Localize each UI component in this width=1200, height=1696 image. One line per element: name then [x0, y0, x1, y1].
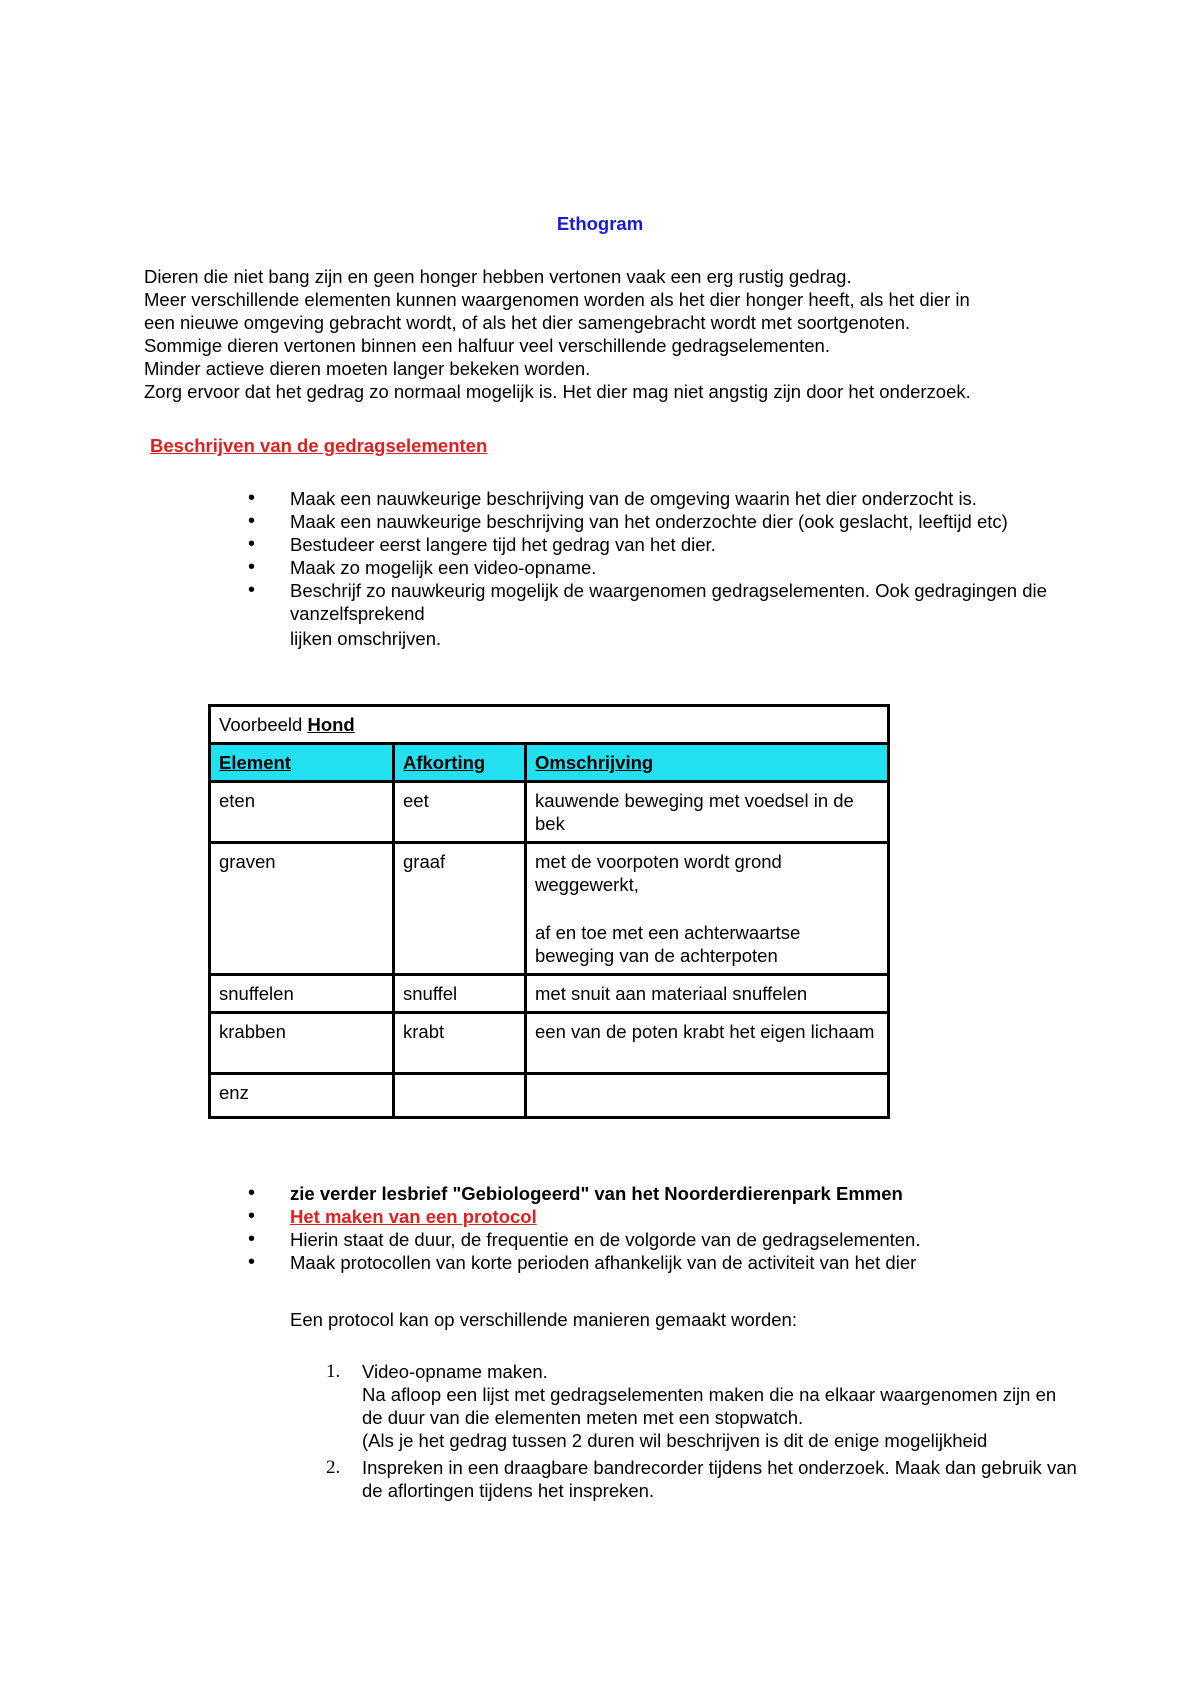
table-row	[210, 843, 889, 975]
protocol-intro: Een protocol kan op verschillende manieren gemaakt worden:	[290, 1309, 797, 1330]
numbered-list	[290, 1360, 1080, 1506]
table-cell	[526, 1074, 889, 1118]
page-title: Ethogram	[556, 213, 644, 234]
list-item	[248, 1205, 1048, 1228]
bullet-icon: •	[248, 510, 256, 532]
list-item: • Beschrijf zo nauwkeurig mogelijk de waargenomen gedragselementen. Ook gedragingen die vanzelfsprekend lijken omschrijven.	[248, 579, 1047, 649]
section-heading: Beschrijven van de gedragselementen	[150, 435, 488, 456]
table-caption-animal: Hond	[307, 714, 355, 735]
table-cell: snuffel	[394, 975, 526, 1013]
intro-line: Meer verschillende elementen kunnen waargenomen worden als het dier honger heeft, als het dier in	[144, 289, 970, 310]
intro-line: Minder actieve dieren moeten langer bekeken worden.	[144, 358, 591, 379]
table-cell: krabben	[210, 1013, 394, 1074]
table-cell: enz	[210, 1074, 394, 1118]
intro-line: een nieuwe omgeving gebracht wordt, of als het dier samengebracht wordt met soortgenoten.	[144, 312, 911, 333]
bullet-icon: •	[248, 556, 256, 578]
protocol-heading: Het maken van een protocol	[290, 1206, 537, 1227]
bullet-icon: •	[248, 533, 256, 555]
intro-line: Zorg ervoor dat het gedrag zo normaal mogelijk is. Het dier mag niet angstig zijn door het onderzoek.	[144, 381, 971, 402]
table-cell	[394, 1074, 526, 1118]
table-row	[210, 1013, 889, 1074]
list-item: • Maak een nauwkeurige beschrijving van de omgeving waarin het dier onderzocht is.	[248, 487, 977, 509]
table-cell: eten	[210, 782, 394, 843]
bullet-list-instructions	[248, 487, 1048, 650]
bullet-icon: •	[248, 1205, 256, 1227]
intro-paragraph	[144, 265, 1074, 403]
numbered-item: 1. Video-opname maken. Na afloop een lijst met gedragselementen maken die na elkaar waargenomen zijn en de duur van die elementen meten met een stopwatch. (Als je het gedrag tussen 2 duren wil beschrijven is dit de enige mogelijkheid	[326, 1361, 1057, 1451]
table-cell: kauwende beweging met voedsel in de bek	[526, 782, 889, 843]
bullet-icon: •	[248, 1251, 256, 1273]
column-header: Afkorting	[394, 744, 526, 782]
list-item: • Maak zo mogelijk een video-opname.	[248, 556, 597, 578]
table-caption: Voorbeeld Hond	[210, 706, 889, 744]
list-item: • Maak een nauwkeurige beschrijving van het onderzochte dier (ook geslacht, leeftijd etc)	[248, 510, 1008, 532]
bullet-icon: •	[248, 1182, 256, 1204]
bullet-list-protocol	[248, 1182, 1048, 1274]
column-header: Element	[210, 744, 394, 782]
list-item: • Bestudeer eerst langere tijd het gedrag van het dier.	[248, 533, 716, 555]
list-item-continuation: lijken omschrijven.	[290, 628, 442, 649]
bullet-icon: •	[248, 1228, 256, 1250]
intro-line: Sommige dieren vertonen binnen een halfuur veel verschillende gedragselementen.	[144, 335, 830, 356]
list-item: • Hierin staat de duur, de frequentie en de volgorde van de gedragselementen.	[248, 1228, 921, 1250]
table-cell: een van de poten krabt het eigen lichaam	[526, 1013, 889, 1074]
table-header-row	[210, 744, 889, 782]
table-row	[210, 1074, 889, 1118]
table-row	[210, 975, 889, 1013]
list-item: • Maak protocollen van korte perioden afhankelijk van de activiteit van het dier	[248, 1251, 917, 1273]
numbered-item: 2. Inspreken in een draagbare bandrecorder tijdens het onderzoek. Maak dan gebruik van de aflortingen tijdens het inspreken.	[326, 1457, 1077, 1501]
table-cell: graaf	[394, 843, 526, 975]
item-number: 2.	[326, 1457, 341, 1478]
table-cell: snuffelen	[210, 975, 394, 1013]
item-number: 1.	[326, 1361, 341, 1382]
ethogram-table	[208, 704, 890, 1119]
table-cell: met de voorpoten wordt grond weggewerkt, af en toe met een achterwaartse beweging van de achterpoten	[526, 843, 889, 975]
table-cell: graven	[210, 843, 394, 975]
table-cell: krabt	[394, 1013, 526, 1074]
table-cell: met snuit aan materiaal snuffelen	[526, 975, 889, 1013]
list-item: • zie verder lesbrief "Gebiologeerd" van het Noorderdierenpark Emmen	[248, 1182, 903, 1204]
bullet-icon: •	[248, 487, 256, 509]
intro-line: Dieren die niet bang zijn en geen honger hebben vertonen vaak een erg rustig gedrag.	[144, 266, 852, 287]
table-row	[210, 782, 889, 843]
column-header: Omschrijving	[526, 744, 889, 782]
bullet-icon: •	[248, 579, 256, 601]
table-cell: eet	[394, 782, 526, 843]
